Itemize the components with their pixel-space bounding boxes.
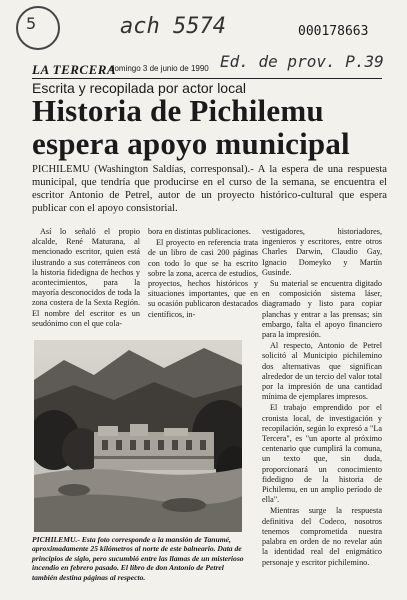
mansion-ruins-photo — [34, 340, 242, 532]
headline-line-2: espera apoyo municipal — [32, 126, 350, 161]
body-column-3 — [262, 227, 382, 569]
headline-line-1: Historia de Pichilemu — [32, 93, 324, 128]
circled-number: 5 — [26, 14, 37, 33]
article-photo — [34, 340, 242, 532]
handwritten-source-note: Ed. de prov. P.39 — [220, 52, 384, 71]
publication-date: domingo 3 de junio de 1990 — [110, 64, 209, 73]
body-paragraph: Al respecto, Antonio de Petrel solicitó al Municipio pichileminо dos alternativas que significan alrededor de un tercio del valor total por la impresión de una cantidad mínima de ejemplares impresos. — [262, 341, 382, 402]
article-lead: PICHILEMU (Washington Saldías, corresponsal).- A la espera de una respuesta municipal, que tendría que producirse en el curso de la semana, se encuentra el escritor Antonio de Petrel, autor de un proyecto histórico-cultural que espera publicar con el apoyo consistorial. — [32, 164, 387, 214]
circled-stamp — [16, 6, 60, 50]
body-paragraph: vestigadores, historiadores, ingenieros y escritores, entre otros Charles Darwin, Claudio Gay, Ignacio Domeyko y Martín Gusinde. — [262, 227, 382, 277]
body-paragraph: El proyecto en referencia trata de un libro de casi 200 páginas con todo lo que se ha escrito sobre la zona, acerca de estudios, proyectos, hechos históricos y situaciones importantes, que en su ocasión publicaron destacados científicos, in- — [148, 238, 258, 319]
body-paragraph: El trabajo emprendido por el cronista local, de investigación y recopilación, según lo expresó a "La Tercera", es "un aporte al próximo centenario que cumplirá la comuna, un texto que, sin duda, proporcionará un conocimiento fidedigno de la historia de Pichilemu, en un amplio período de ella". — [262, 403, 382, 505]
article-headline — [32, 94, 392, 160]
body-paragraph: Así lo señaló el propio alcalde, René Maturana, al mencionado escritor, quien está ilustrando a sus coterráneos con la historia fidedigna de hechos y acontecimientos, para la mayoría desconocidos de toda la zona costera de la Sexta Región. El nombre del escritor es un seudónimo con el que cola- — [32, 227, 140, 328]
body-paragraph: Su material se encuentra digitado en composición sistema láser, diagramado y listo para copiar planchas y entrar a las prensas; sin embargo, falta el apoyo financiero para la impresión. — [262, 279, 382, 340]
masthead-rule — [32, 78, 382, 79]
body-paragraph: bora en distintas publicaciones. — [148, 227, 251, 236]
newspaper-name: LA TERCERA — [32, 62, 117, 77]
photo-caption: PICHILEMU.- Esta foto corresponde a la mansión de Tanumé, aproximadamente 25 kilómetros al norte de este balneario. Data de principios de siglo, pero sucumbió entre las llamas de un misterioso incendio en febrero pasado. El libro de don Antonio de Petrel también destina páginas al respecto. — [32, 535, 244, 582]
body-column-1 — [32, 227, 140, 330]
body-paragraph: Mientras surge la respuesta definitiva del Codeco, nosotros tenemos comprometida nuestra palabra en orden de no revelar aún la identidad real del enigmático personaje y escritor pichilemino. — [262, 506, 382, 567]
article-kicker: Escrita y recopilada por actor local — [32, 80, 246, 96]
body-column-2 — [148, 227, 258, 321]
archive-reference: ach 5574 — [120, 14, 226, 39]
catalog-reference: 000178663 — [298, 24, 369, 39]
